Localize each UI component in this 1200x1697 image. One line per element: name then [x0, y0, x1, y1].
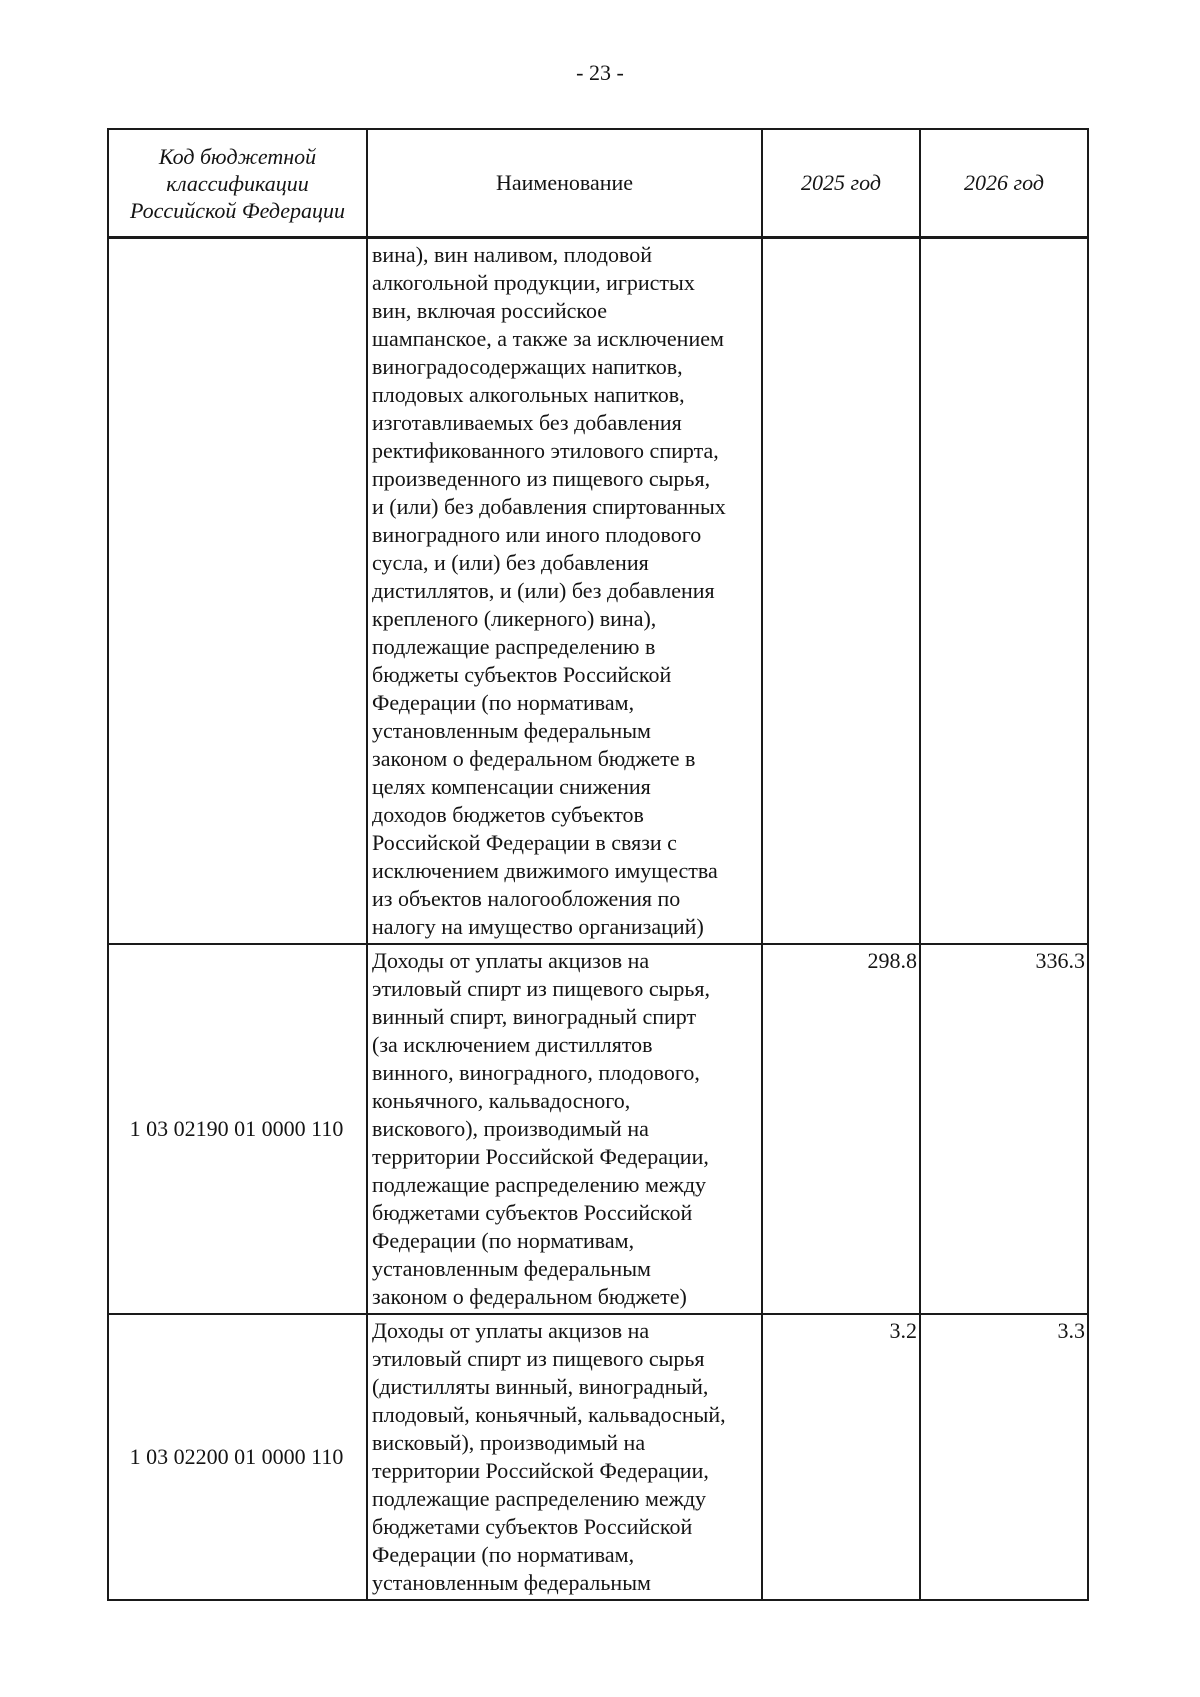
- row-name-line: законом о федеральном бюджете в: [372, 746, 696, 771]
- row-name-line: сусла, и (или) без добавления: [372, 550, 649, 575]
- row-name-line: установленным федеральным: [372, 718, 651, 743]
- row-code: 1 03 02190 01 0000 110: [108, 944, 367, 1314]
- header-year-2026: 2026 год: [920, 129, 1088, 238]
- row-name-line: Российской Федерации в связи с: [372, 830, 677, 855]
- row-name-line: виноградного или иного плодового: [372, 522, 702, 547]
- header-name: Наименование: [367, 129, 762, 238]
- row-name-line: Доходы от уплаты акцизов на: [372, 948, 650, 973]
- table-row: [108, 1314, 1088, 1600]
- row-name-line: налогу на имущество организаций): [372, 914, 704, 939]
- row-name-line: плодовых алкогольных напитков,: [372, 382, 685, 407]
- header-code: [108, 129, 367, 238]
- row-name-line: винный спирт, виноградный спирт: [372, 1004, 697, 1029]
- row-name-line: подлежащие распределению между: [372, 1486, 707, 1511]
- row-name-line: (за исключением дистиллятов: [372, 1032, 653, 1057]
- row-name-line: этиловый спирт из пищевого сырья,: [372, 976, 711, 1001]
- header-code-line: Код бюджетной: [158, 143, 317, 169]
- table-header-row: [108, 129, 1088, 238]
- row-name-line: плодовый, коньячный, кальвадосный,: [372, 1402, 726, 1427]
- row-value-2026: 336.3: [920, 944, 1088, 1314]
- row-value-2026: 3.3: [920, 1314, 1088, 1600]
- row-name-line: подлежащие распределению в: [372, 634, 656, 659]
- row-name-line: установленным федеральным: [372, 1256, 651, 1281]
- row-name-line: висковый), производимый на: [372, 1430, 646, 1455]
- row-value-2026: [920, 238, 1088, 945]
- row-name-line: винного, виноградного, плодового,: [372, 1060, 700, 1085]
- row-name-line: вин, включая российское: [372, 298, 608, 323]
- row-name: [367, 944, 762, 1314]
- row-name-line: подлежащие распределению между: [372, 1172, 707, 1197]
- table-row: [108, 238, 1088, 945]
- budget-table: [107, 128, 1089, 1601]
- header-year-2025: 2025 год: [762, 129, 920, 238]
- row-name-line: территории Российской Федерации,: [372, 1144, 709, 1169]
- row-name-line: Федерации (по нормативам,: [372, 690, 635, 715]
- row-name: [367, 1314, 762, 1600]
- row-name-line: Федерации (по нормативам,: [372, 1228, 635, 1253]
- row-value-2025: [762, 238, 920, 945]
- row-name-line: исключением движимого имущества: [372, 858, 718, 883]
- row-code: [108, 238, 367, 945]
- row-name-line: вина), вин наливом, плодовой: [372, 242, 653, 267]
- row-name-line: из объектов налогообложения по: [372, 886, 681, 911]
- row-value-2025: 298.8: [762, 944, 920, 1314]
- row-name-line: целях компенсации снижения: [372, 774, 651, 799]
- row-name-line: коньячного, кальвадосного,: [372, 1088, 631, 1113]
- row-name-line: установленным федеральным: [372, 1570, 651, 1595]
- row-code: 1 03 02200 01 0000 110: [108, 1314, 367, 1600]
- row-name-line: и (или) без добавления спиртованных: [372, 494, 726, 519]
- row-name-line: доходов бюджетов субъектов: [372, 802, 644, 827]
- row-name-line: произведенного из пищевого сырья,: [372, 466, 711, 491]
- row-name: [367, 238, 762, 945]
- row-name-line: законом о федеральном бюджете): [372, 1284, 687, 1309]
- row-name-line: шампанское, а также за исключением: [372, 326, 724, 351]
- row-name-line: бюджеты субъектов Российской: [372, 662, 672, 687]
- row-name-line: вискового), производимый на: [372, 1116, 649, 1141]
- row-name-line: изготавливаемых без добавления: [372, 410, 682, 435]
- header-code-line: классификации: [166, 170, 309, 196]
- row-name-line: крепленого (ликерного) вина),: [372, 606, 657, 631]
- row-name-line: этиловый спирт из пищевого сырья: [372, 1346, 705, 1371]
- row-name-line: дистиллятов, и (или) без добавления: [372, 578, 715, 603]
- row-name-line: Доходы от уплаты акцизов на: [372, 1318, 650, 1343]
- page-number: - 23 -: [576, 60, 624, 85]
- row-name-line: территории Российской Федерации,: [372, 1458, 709, 1483]
- row-value-2025: 3.2: [762, 1314, 920, 1600]
- row-name-line: (дистилляты винный, виноградный,: [372, 1374, 709, 1399]
- row-name-line: алкогольной продукции, игристых: [372, 270, 695, 295]
- row-name-line: ректификованного этилового спирта,: [372, 438, 719, 463]
- table-row: [108, 944, 1088, 1314]
- row-name-line: виноградосодержащих напитков,: [372, 354, 683, 379]
- row-name-line: бюджетами субъектов Российской: [372, 1200, 693, 1225]
- row-name-line: Федерации (по нормативам,: [372, 1542, 635, 1567]
- row-name-line: бюджетами субъектов Российской: [372, 1514, 693, 1539]
- header-code-line: Российской Федерации: [130, 197, 345, 223]
